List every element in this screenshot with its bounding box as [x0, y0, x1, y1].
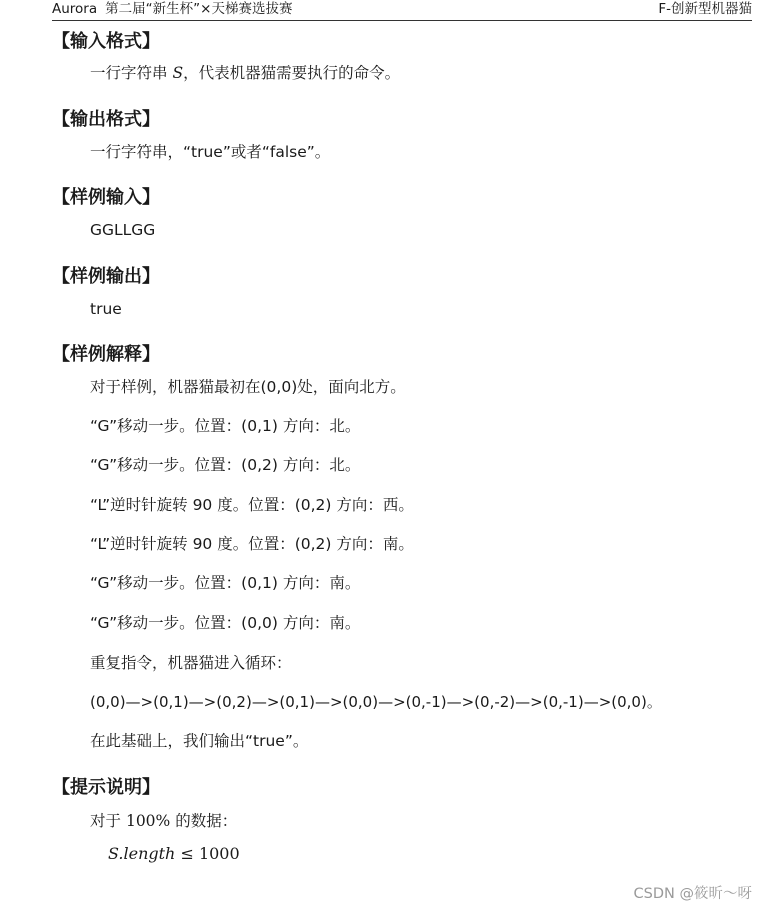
input-format-title: 【输入格式】 [52, 31, 160, 52]
page-header [52, 0, 752, 21]
explanation-line: “L”逆时针旋转 90 度。位置：(0,2) 方向：南。 [90, 535, 414, 553]
sample-input-title: 【样例输入】 [52, 187, 160, 208]
input-format-var: S [172, 64, 184, 82]
explanation-line: “L”逆时针旋转 90 度。位置：(0,2) 方向：西。 [90, 496, 414, 514]
hint-text-before: 对于 [90, 812, 122, 830]
explanation-line: “G”移动一步。位置：(0,1) 方向：南。 [90, 574, 361, 592]
formula-op: ≤ [180, 844, 194, 863]
explanation-line: “G”移动一步。位置：(0,0) 方向：南。 [90, 614, 361, 632]
hint-text-after: 的数据： [175, 812, 238, 830]
hint-percent: 100% [125, 812, 171, 830]
formula-num: 1000 [198, 844, 240, 863]
explanation-cycle-line: (0,0)—>(0,1)—>(0,2)—>(0,1)—>(0,0)—>(0,-1)—>(0,-2)—>(0,-1)—>(0,0)。 [90, 693, 662, 711]
output-format-title: 【输出格式】 [52, 109, 160, 130]
hint-text [90, 810, 237, 832]
explanation-line: “G”移动一步。位置：(0,1) 方向：北。 [90, 417, 361, 435]
input-format-text [90, 62, 400, 84]
explanation-line: 对于样例，机器猫最初在(0,0)处，面向北方。 [90, 378, 406, 396]
sample-output-value: true [90, 300, 122, 318]
explanation-line: 在此基础上，我们输出“true”。 [90, 732, 309, 750]
hint-title: 【提示说明】 [52, 777, 160, 798]
watermark: CSDN @筱昕～呀 [633, 886, 752, 902]
formula-var: S.length [108, 844, 176, 863]
output-format-text: 一行字符串，“true”或者“false”。 [90, 143, 331, 161]
input-format-text-before: 一行字符串 [90, 64, 168, 82]
header-contest: 第二届“新生杯”×天梯赛选拔赛 [105, 1, 293, 17]
length-constraint-formula [108, 843, 240, 865]
explanation-line: 重复指令，机器猫进入循环： [90, 654, 292, 672]
input-format-text-after: ，代表机器猫需要执行的命令。 [183, 64, 401, 82]
header-brand: Aurora [52, 1, 98, 17]
sample-output-title: 【样例输出】 [52, 266, 160, 287]
header-left [52, 0, 292, 18]
explanation-line: “G”移动一步。位置：(0,2) 方向：北。 [90, 456, 361, 474]
sample-input-value: GGLLGG [90, 221, 156, 239]
explanation-title: 【样例解释】 [52, 344, 160, 365]
header-problem: F-创新型机器猫 [658, 1, 752, 17]
